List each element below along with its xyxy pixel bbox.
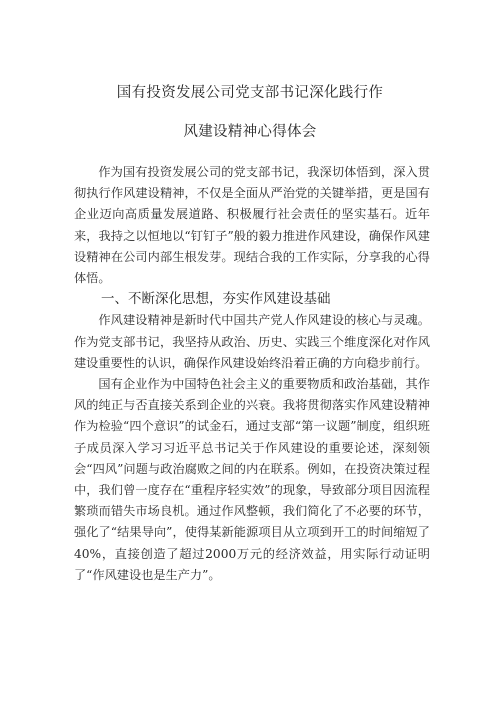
section1-paragraph1: 作风建设精神是新时代中国共产党人作风建设的核心与灵魂。作为党支部书记，我坚持从政治、历史、实践三个维度深化对作风建设重要性的认识，确保作风建设始终沿着正确的方向稳步前行。 xyxy=(74,313,430,370)
section1-heading: 一、不断深化思想，夯实作风建设基础 xyxy=(101,291,331,308)
document-title-line2: 风建设精神心得体会 xyxy=(183,124,317,140)
document-body xyxy=(74,162,430,586)
document-title-line1: 国有投资发展公司党支部书记深化践行作 xyxy=(116,85,384,101)
section1-paragraph2: 国有企业作为中国特色社会主义的重要物质和政治基础，其作风的纯正与否直接关系到企业的兴衰。我将贯彻落实作风建设精神作为检验“四个意识”的试金石，通过支部“第一议题”制度，组织班子成员深入学习习近平总书记关于作风建设的重要论述，深刻领会“四风”问题与政治腐败之间的内在联系。例如，在投资决策过程中，我们曾一度存在“重程序轻实效”的现象，导致部分项目因流程繁琐而错失市场良机。通过作风整顿，我们简化了不必要的环节，强化了“结果导向”，使得某新能源项目从立项到开工的时间缩短了40%，直接创造了超过2000万元的经济效益，用实际行动证明了“作风建设也是生产力”。 xyxy=(74,377,430,582)
intro-paragraph: 作为国有投资发展公司的党支部书记，我深切体悟到，深入贯彻执行作风建设精神，不仅是全面从严治党的关键举措，更是国有企业迈向高质量发展道路、积极履行社会责任的坚实基石。近年来，我持之以恒地以“钉钉子”般的毅力推进作风建设，确保作风建设精神在公司内部生根发芽。现结合我的工作实际，分享我的心得体悟。 xyxy=(74,165,430,286)
